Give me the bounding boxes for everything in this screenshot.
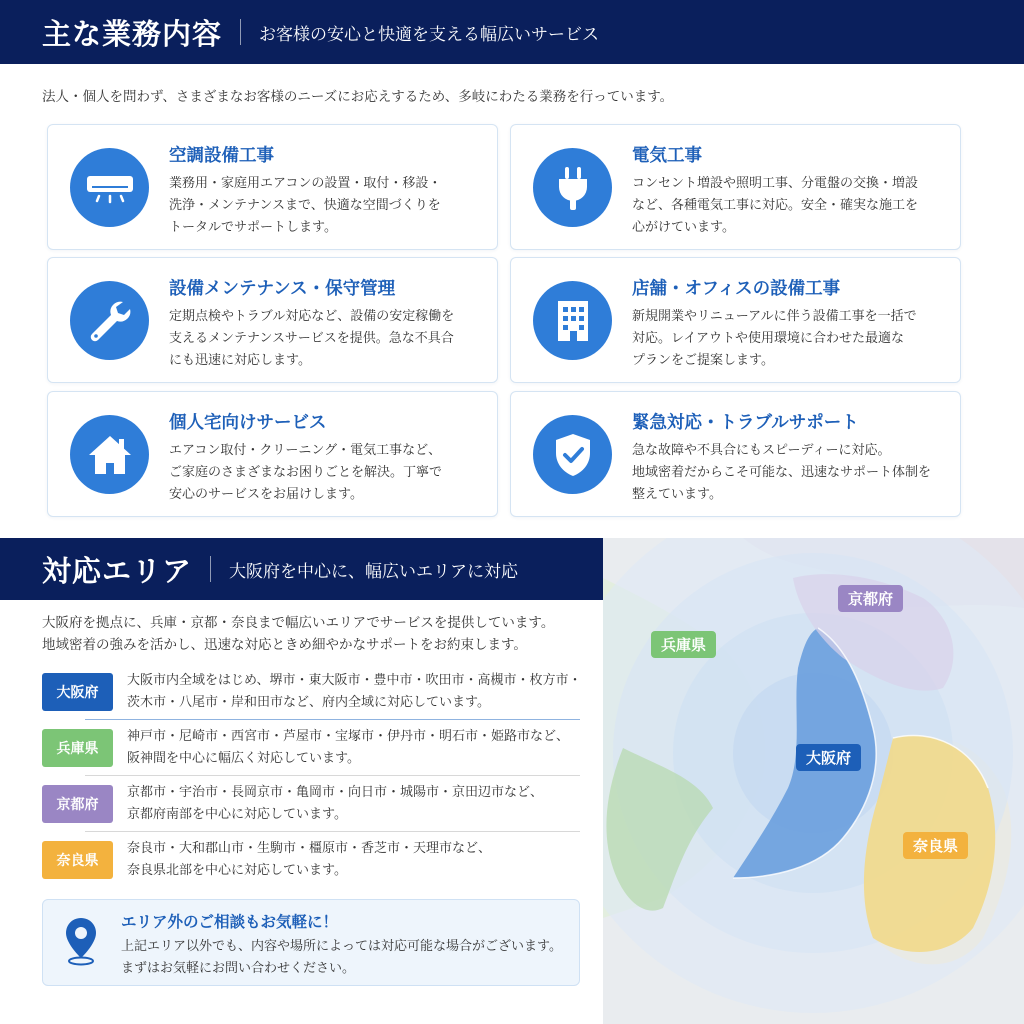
- service-title: 電気工事: [632, 146, 702, 166]
- air-conditioner-icon: [70, 148, 149, 227]
- region-description: 神戸市・尼崎市・西宮市・芦屋市・宝塚市・伊丹市・明石市・姫路市など、 阪神間を中心に幅広く対応しています。: [127, 729, 570, 766]
- notice-title: エリア外のご相談もお気軽に！: [121, 913, 339, 931]
- service-card-emergency[interactable]: [510, 391, 961, 517]
- wrench-icon: [70, 281, 149, 360]
- service-card-residential[interactable]: [47, 391, 498, 517]
- header-divider: [210, 556, 211, 582]
- services-intro: 法人・個人を問わず、さまざまなお客様のニーズにお応えするため、多岐にわたる業務を行っています。: [42, 89, 674, 105]
- out-of-area-notice: [42, 899, 580, 986]
- location-pin-icon: [63, 916, 99, 970]
- service-area-map: [603, 538, 1024, 1024]
- header-divider: [240, 19, 241, 45]
- area-intro: 大阪府を拠点に、兵庫・京都・奈良まで幅広いエリアでサービスを提供しています。 地域密着の強みを活かし、迅速な対応ときめ細やかなサポートをお約束します。: [42, 615, 555, 653]
- region-description: 京都市・宇治市・長岡京市・亀岡市・向日市・城陽市・京田辺市など、 京都府南部を中心に対応しています。: [127, 785, 544, 822]
- region-description: 大阪市内全域をはじめ、堺市・東大阪市・豊中市・吹田市・高槻市・枚方市・ 茨木市・八尾市・岸和田市など、府内全域に対応しています。: [127, 673, 582, 710]
- services-subtitle: お客様の安心と快適を支える幅広いサービス: [259, 24, 600, 45]
- service-title: 空調設備工事: [169, 146, 274, 166]
- shield-check-icon: [533, 415, 612, 494]
- area-title: 対応エリア: [42, 553, 193, 588]
- services-title: 主な業務内容: [42, 16, 223, 51]
- service-description: 新規開業やリニューアルに伴う設備工事を一括で 対応。レイアウトや使用環境に合わせた最適な プランをご提案します。: [632, 309, 917, 368]
- service-description: 業務用・家庭用エアコンの設置・取付・移設・ 洗浄・メンテナンスまで、快適な空間づくりを トータルでサポートします。: [169, 176, 442, 235]
- region-divider: [85, 775, 580, 776]
- service-description: 急な故障や不具合にもスピーディーに対応。 地域密着だからこそ可能な、迅速なサポート体制を 整えています。: [632, 443, 932, 502]
- map-label-nara: 奈良県: [903, 832, 968, 859]
- service-description: コンセント増設や照明工事、分電盤の交換・増設 など、各種電気工事に対応。安全・確実な施工を 心がけています。: [632, 176, 919, 235]
- service-card-air-conditioning[interactable]: [47, 124, 498, 250]
- region-row-kyoto: [42, 782, 580, 838]
- map-label-osaka: 大阪府: [796, 744, 861, 771]
- region-divider: [85, 831, 580, 832]
- service-title: 緊急対応・トラブルサポート: [632, 413, 859, 433]
- region-description: 奈良市・大和郡山市・生駒市・橿原市・香芝市・天理市など、 奈良県北部を中心に対応しています。: [127, 841, 492, 878]
- region-row-osaka: [42, 670, 580, 726]
- building-icon: [533, 281, 612, 360]
- service-description: 定期点検やトラブル対応など、設備の安定稼働を 支えるメンテナンスサービスを提供。急な不具合 にも迅速に対応します。: [169, 309, 455, 368]
- region-row-nara: [42, 838, 580, 894]
- region-badge-hyogo: 兵庫県: [42, 729, 113, 767]
- notice-description: 上記エリア以外でも、内容や場所によっては対応可能な場合がございます。 まずはお気軽にお問い合わせください。: [121, 939, 562, 976]
- service-card-electrical[interactable]: [510, 124, 961, 250]
- house-icon: [70, 415, 149, 494]
- region-badge-osaka: 大阪府: [42, 673, 113, 711]
- service-card-maintenance[interactable]: [47, 257, 498, 383]
- map-label-kyoto: 京都府: [838, 585, 903, 612]
- service-title: 設備メンテナンス・保守管理: [169, 279, 396, 299]
- map-label-hyogo: 兵庫県: [651, 631, 716, 658]
- area-header: [0, 538, 603, 600]
- service-card-store-office[interactable]: [510, 257, 961, 383]
- services-header: [0, 0, 1024, 64]
- plug-icon: [533, 148, 612, 227]
- area-subtitle: 大阪府を中心に、幅広いエリアに対応: [229, 561, 519, 582]
- service-description: エアコン取付・クリーニング・電気工事など、 ご家庭のさまざまなお困りごとを解決。丁寧で 安心のサービスをお届けします。: [169, 443, 443, 502]
- region-row-hyogo: [42, 726, 580, 782]
- service-title: 店舗・オフィスの設備工事: [632, 279, 841, 299]
- region-divider: [85, 719, 580, 720]
- region-badge-kyoto: 京都府: [42, 785, 113, 823]
- region-badge-nara: 奈良県: [42, 841, 113, 879]
- service-title: 個人宅向けサービス: [169, 413, 327, 433]
